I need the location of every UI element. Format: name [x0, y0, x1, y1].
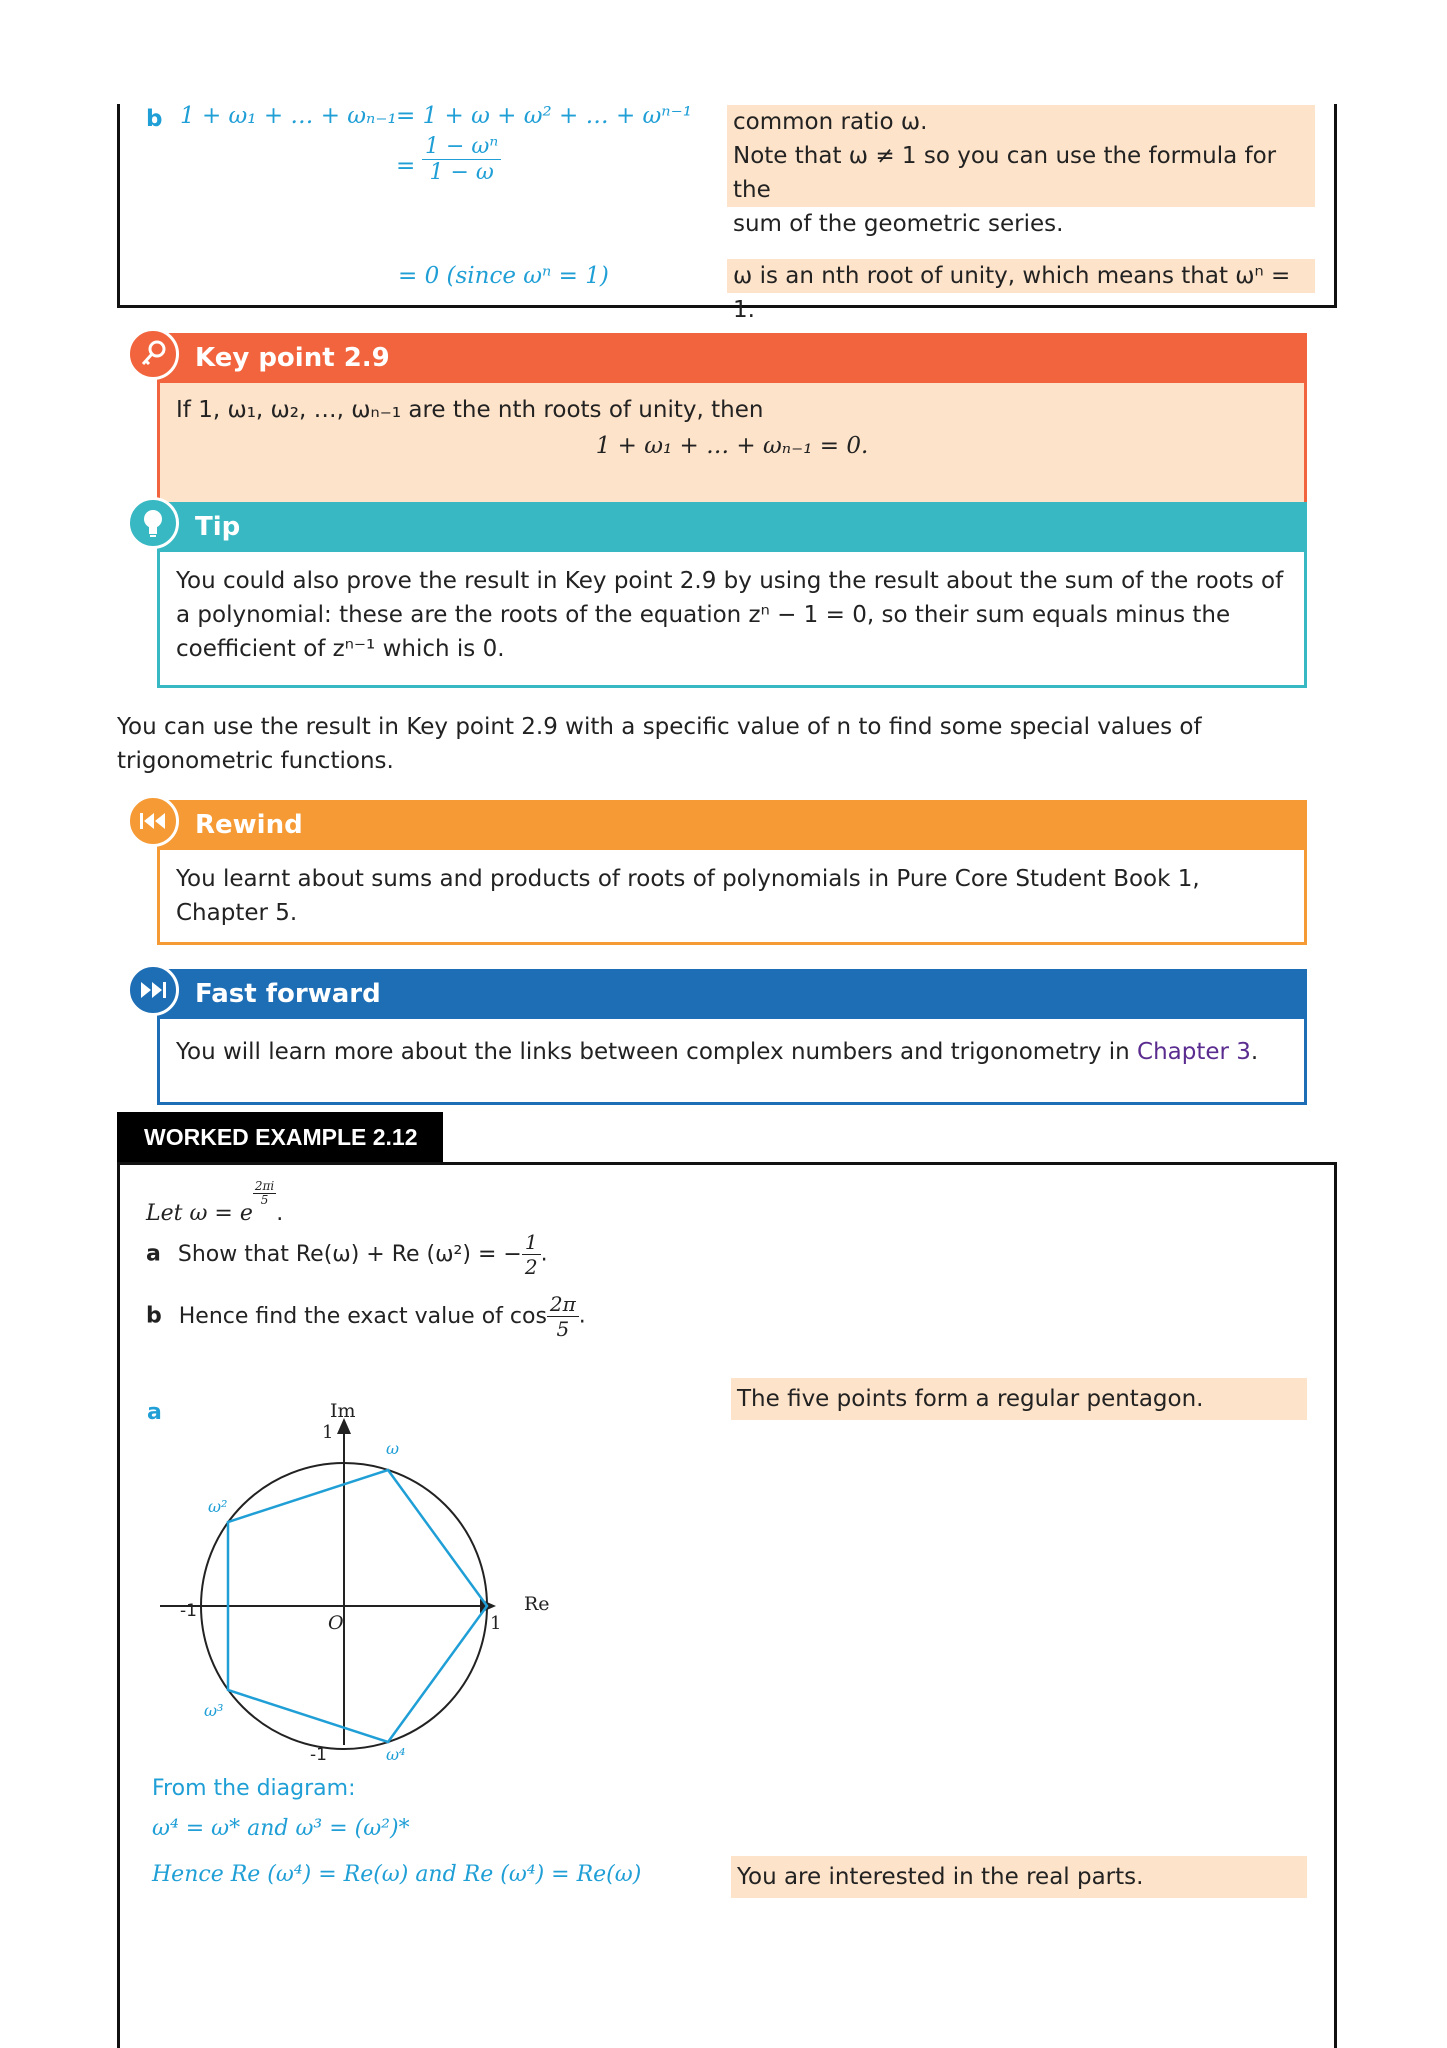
note-line: Note that ω ≠ 1 so you can use the formula for the: [733, 143, 1277, 203]
sum-equals-zero: = 0 (since ωⁿ = 1): [398, 263, 609, 289]
omega-squared-label: ω²: [208, 1497, 228, 1516]
fast-forward-icon: [127, 964, 179, 1016]
question-a-label: a: [146, 1241, 161, 1267]
note-line: common ratio ω.: [733, 109, 928, 135]
geometric-fraction: [422, 134, 501, 185]
question-a: [146, 1230, 548, 1279]
worked-example-title: WORKED EXAMPLE 2.12: [117, 1112, 443, 1162]
question-b-text: Hence find the exact value of cos: [178, 1303, 547, 1329]
tick-label-x-1: 1: [490, 1613, 502, 1634]
question-a-denominator: 2: [524, 1255, 538, 1279]
argand-diagram: [150, 1400, 570, 1760]
rewind-icon: [127, 795, 179, 847]
note-common-ratio: [727, 105, 1315, 237]
tick-label-y-neg1: -1: [310, 1745, 327, 1760]
exponent-denominator: 5: [260, 1193, 269, 1207]
key-icon: [127, 328, 179, 380]
sum-rhs: = 1 + ω + ω² + … + ωⁿ⁻¹: [396, 103, 692, 129]
fast-forward-title: Fast forward: [157, 969, 1307, 1019]
question-a-end: .: [540, 1241, 548, 1267]
omega-cubed-label: ω³: [204, 1701, 224, 1720]
key-point-title: Key point 2.9: [157, 333, 1307, 383]
rewind-line: Chapter 5.: [176, 900, 298, 926]
tip-box: [157, 502, 1307, 688]
let-text: Let ω = e: [146, 1201, 253, 1226]
tick-label-x-neg1: -1: [180, 1601, 197, 1621]
fast-forward-end: .: [1250, 1039, 1259, 1065]
body-paragraph: [117, 710, 1267, 778]
omega-fourth-label: ω⁴: [386, 1745, 406, 1760]
fast-forward-text: You will learn more about the links between complex numbers and trigonometry in: [176, 1039, 1138, 1065]
hence-real-parts: Hence Re (ω⁴) = Re(ω) and Re (ω⁴) = Re(ω): [152, 1862, 642, 1887]
tip-title: Tip: [157, 502, 1307, 552]
let-end: .: [276, 1201, 284, 1226]
origin-label: O: [328, 1612, 344, 1634]
geometric-eq-sign: =: [396, 153, 416, 179]
question-b-end: .: [578, 1303, 586, 1329]
note-line: sum of the geometric series.: [733, 211, 1064, 237]
fraction-denominator: 1 − ω: [429, 160, 494, 185]
fast-forward-box: [157, 969, 1307, 1105]
part-b-label: b: [146, 106, 163, 132]
solution-a-label: a: [147, 1400, 162, 1425]
exponent-numerator: 2πi: [254, 1179, 275, 1193]
rewind-box: [157, 800, 1307, 945]
key-point-formula: 1 + ω₁ + … + ωₙ₋₁ = 0.: [595, 433, 869, 459]
tip-line: a polynomial: these are the roots of the equation zⁿ − 1 = 0, so their sum equals minus the: [176, 602, 1231, 628]
omega-label: ω: [386, 1439, 400, 1458]
from-diagram-text: From the diagram:: [152, 1776, 356, 1801]
note-root-of-unity: ω is an nth root of unity, which means that ωⁿ = 1.: [727, 259, 1315, 293]
tip-line: You could also prove the result in Key point 2.9 by using the result about the sum of the roots of: [176, 568, 1284, 594]
re-axis-label: Re: [524, 1593, 550, 1615]
key-point-text: If 1, ω₁, ω₂, …, ωₙ₋₁ are the nth roots of unity, then: [176, 397, 764, 423]
sum-lhs: 1 + ω₁ + … + ωₙ₋₁: [180, 103, 397, 129]
question-a-text: Show that Re(ω) + Re (ω²) = −: [177, 1241, 522, 1267]
let-omega: [146, 1180, 283, 1226]
rewind-line: You learnt about sums and products of roots of polynomials in Pure Core Student Book 1,: [176, 866, 1200, 892]
note-real-parts: You are interested in the real parts.: [731, 1856, 1307, 1898]
question-b-label: b: [146, 1303, 162, 1329]
paragraph-line: You can use the result in Key point 2.9 with a specific value of n to find some special values of: [117, 714, 1202, 740]
key-point-box: [157, 333, 1307, 527]
question-b-numerator: 2π: [547, 1292, 579, 1317]
note-pentagon: The five points form a regular pentagon.: [731, 1378, 1307, 1420]
rewind-title: Rewind: [157, 800, 1307, 850]
tick-label-y-1: 1: [322, 1422, 334, 1443]
im-axis-label: Im: [330, 1400, 356, 1422]
question-a-numerator: 1: [522, 1230, 541, 1255]
question-b: [146, 1292, 586, 1341]
conjugate-relations: ω⁴ = ω* and ω³ = (ω²)*: [152, 1816, 410, 1841]
paragraph-line: trigonometric functions.: [117, 748, 394, 774]
chapter-3-link[interactable]: Chapter 3: [1137, 1039, 1251, 1065]
tip-line: coefficient of zⁿ⁻¹ which is 0.: [176, 636, 505, 662]
lightbulb-icon: [127, 497, 179, 549]
fraction-numerator: 1 − ωⁿ: [422, 134, 501, 160]
question-b-denominator: 5: [556, 1317, 570, 1341]
